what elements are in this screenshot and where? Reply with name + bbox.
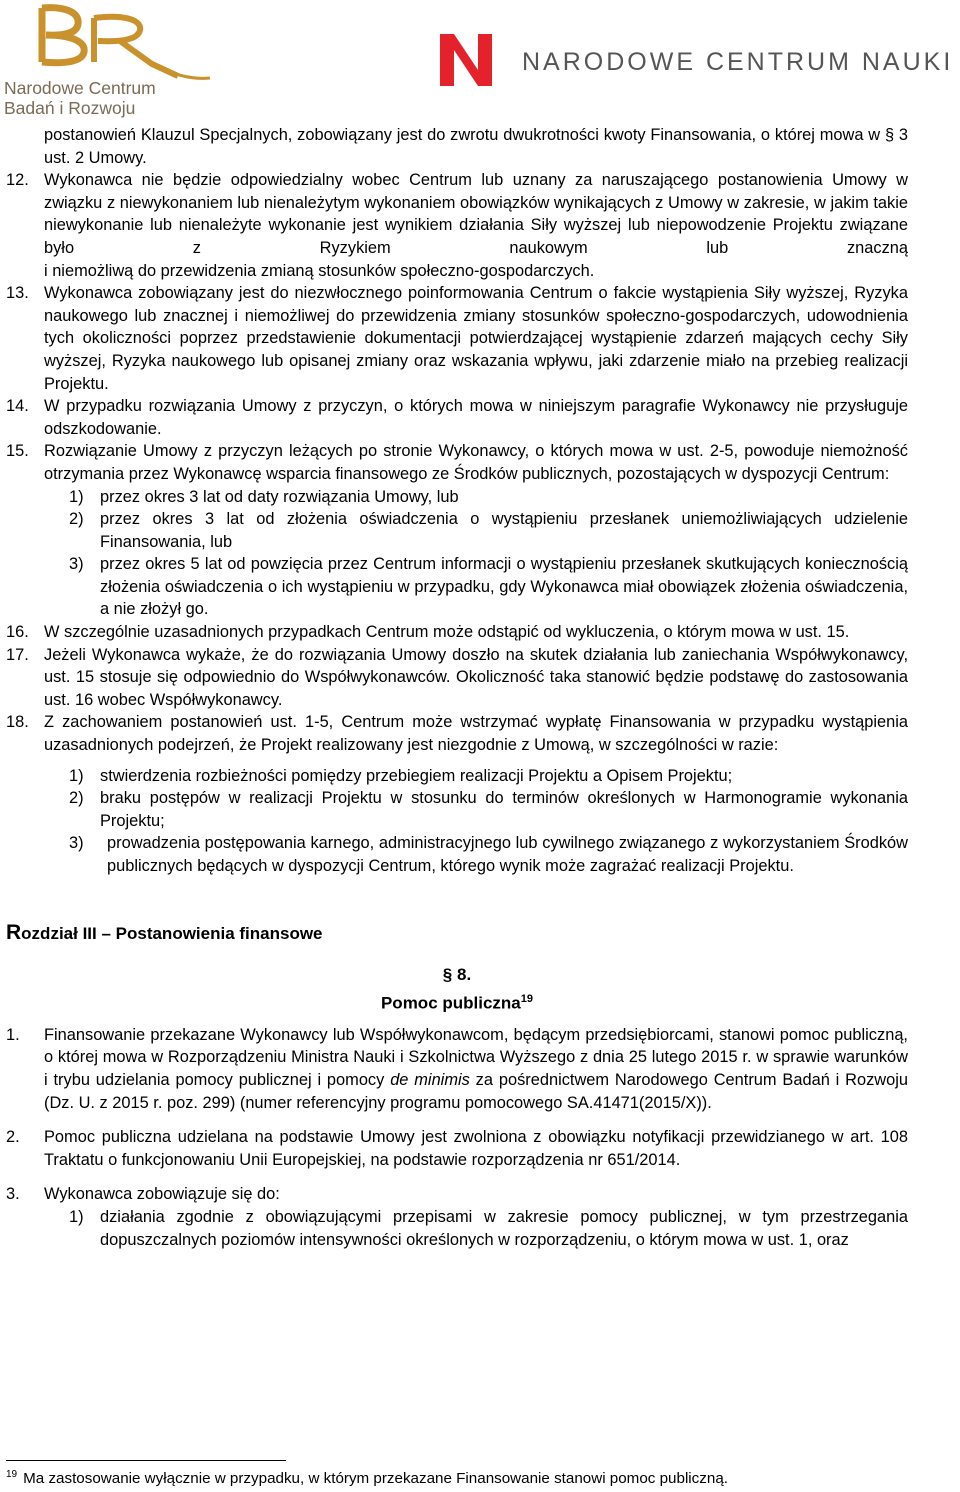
list-item: 3) przez okres 5 lat od powzięcia przez Centrum informacji o wystąpieniu przesłanek skutkujących koniecznością złożenia oświadczenia o ich wystąpieniu w przypadku, gdy Wykonawca miał obowiązek złożenia oświadczenia, a nie złożył go. [69, 555, 908, 619]
footnote [6, 1465, 728, 1489]
list-item: 1) przez okres 3 lat od daty rozwiązania Umowy, lub [69, 487, 459, 506]
section-heading [6, 963, 908, 1016]
paragraph-15: 15. Rozwiązanie Umowy z przyczyn leżących po stronie Wykonawcy, o których mowa w ust. 2-5, powoduje niemożność otrzymania przez Wykonawcę wsparcia finansowego ze Środków publicznych, pozostających w dyspozycji Centrum: [6, 442, 908, 483]
chapter-heading: Rozdział III – Postanowienia finansowe [6, 920, 323, 944]
paragraph-continuation: postanowień Klauzul Specjalnych, zobowiązany jest do zwrotu dwukrotności kwoty Finansowania, o której mowa w § 3 ust. 2 Umowy. [44, 126, 908, 167]
footnote-text: Ma zastosowanie wyłącznie w przypadku, w którym przekazane Finansowanie stanowi pomoc publiczną. [23, 1470, 728, 1487]
footnote-separator [6, 1460, 286, 1461]
footnote-ref: 19 [520, 993, 534, 1006]
paragraph-18: 18. Z zachowaniem postanowień ust. 1-5, Centrum może wstrzymać wypłatę Finansowania w przypadku wystąpienia uzasadnionych podejrzeń, że Projekt realizowany jest niezgodnie z Umową, w szczególności w razie: [6, 713, 908, 755]
ncn-logo-text: NARODOWE CENTRUM NAUKI [522, 48, 954, 76]
section-number: 8. [457, 965, 472, 985]
section-title: Pomoc publiczna [380, 993, 521, 1013]
section-paragraph-1: 1. Finansowanie przekazane Wykonawcy lub Współwykonawcom, będącym przedsiębiorcami, stanowi pomoc publiczną, o której mowa w Rozporządzeniu Ministra Nauki i Szkolnictwa Wyższego z dnia 25 lutego 2015 r. w sprawie warunków i trybu udzielania pomocy publicznej i pomocy de minimis za pośrednictwem Narodowego Centrum Badań i Rozwoju (Dz. U. z 2015 r. poz. 299) (numer referencyjny programu pomocowego SA.41471(2015/X)). [6, 1025, 909, 1112]
ncn-logo [436, 30, 960, 90]
list-item: 2) przez okres 3 lat od złożenia oświadczenia o wystąpieniu przesłanek uniemożliwiających udzielenie Finansowania, lub [69, 510, 908, 551]
section-paragraph-2: 2. Pomoc publiczna udzielana na podstawie Umowy jest zwolniona z obowiązku notyfikacji przewidzianego w art. 108 Traktatu o funkcjonowaniu Unii Europejskiej, na podstawie rozporządzenia nr 651/2014. [6, 1128, 908, 1169]
document-body [6, 124, 908, 1251]
ncbr-logo-line1: Narodowe Centrum [4, 78, 156, 98]
ncbr-logo-line2: Badań i Rozwoju [4, 98, 136, 118]
ncbr-br-mark-icon [2, 0, 212, 80]
paragraph-14: 14. W przypadku rozwiązania Umowy z przyczyn, o których mowa w niniejszym paragrafie Wykonawcy nie przysługuje odszkodowanie. [6, 397, 908, 438]
paragraph-17: 17. Jeżeli Wykonawca wykaże, że do rozwiązania Umowy doszło na skutek działania lub zaniechania Współwykonawcy, ust. 15 stosuje się odpowiednio do Współwykonawców. Okoliczność taka stanowić będzie podstawę do zastosowania ust. 16 wobec Współwykonawcy. [6, 645, 908, 709]
ncn-n-mark-icon [436, 30, 496, 90]
footnote-number: 19 [6, 1469, 18, 1480]
list-item: 1) stwierdzenia rozbieżności pomiędzy przebiegiem realizacji Projektu a Opisem Projektu; [69, 766, 733, 785]
list-item: 3) prowadzenia postępowania karnego, administracyjnego lub cywilnego związanego z wykorzystaniem Środków publicznych będących w dyspozycji Centrum, którego wynik może zagrażać realizacji Projektu. [69, 834, 908, 875]
section-sign: § [442, 965, 453, 985]
paragraph-16: 16. W szczególnie uzasadnionych przypadkach Centrum może odstąpić od wykluczenia, o którym mowa w ust. 15. [6, 623, 850, 642]
paragraph-12: 12. Wykonawca nie będzie odpowiedzialny wobec Centrum lub uznany za naruszającego postanowienia Umowy w związku z niewykonaniem lub nienależytym wykonaniem obowiązków wynikających z Umowy w zakresie, w jakim takie niewykonanie lub nienależyte wykonanie jest wynikiem działania Siły wyższej lub niepowodzenie Projektu związane było z Ryzykiem naukowym lub znaczną i niemożliwą do przewidzenia zmianą stosunków społeczno-gospodarczych. [6, 171, 908, 280]
list-item: 2) braku postępów w realizacji Projektu w stosunku do terminów określonych w Harmonogramie wykonania Projektu; [69, 789, 908, 830]
section-paragraph-3: 3. Wykonawca zobowiązuje się do: [6, 1185, 280, 1204]
paragraph-13: 13. Wykonawca zobowiązany jest do niezwłocznego poinformowania Centrum o fakcie wystąpienia Siły wyższej, Ryzyka naukowego lub znacznej i niemożliwej do przewidzenia zmiany stosunków społeczno-gospodarczych, udowodnienia tych okoliczności poprzez przedstawienie dokumentacji potwierdzającej wystąpienie zdarzeń mających cechy Siły wyższej, Ryzyka naukowego lub opisanej zmiany oraz wskazania wpływu, jaki zdarzenie miało na przebieg realizacji Projektu. [6, 284, 908, 393]
ncbr-logo [2, 0, 212, 122]
list-item: 1) działania zgodnie z obowiązującymi przepisami w zakresie pomocy publicznej, w tym przestrzegania dopuszczalnych poziomów intensywności określonych w rozporządzeniu, o którym mowa w ust. 1, oraz [69, 1208, 908, 1249]
